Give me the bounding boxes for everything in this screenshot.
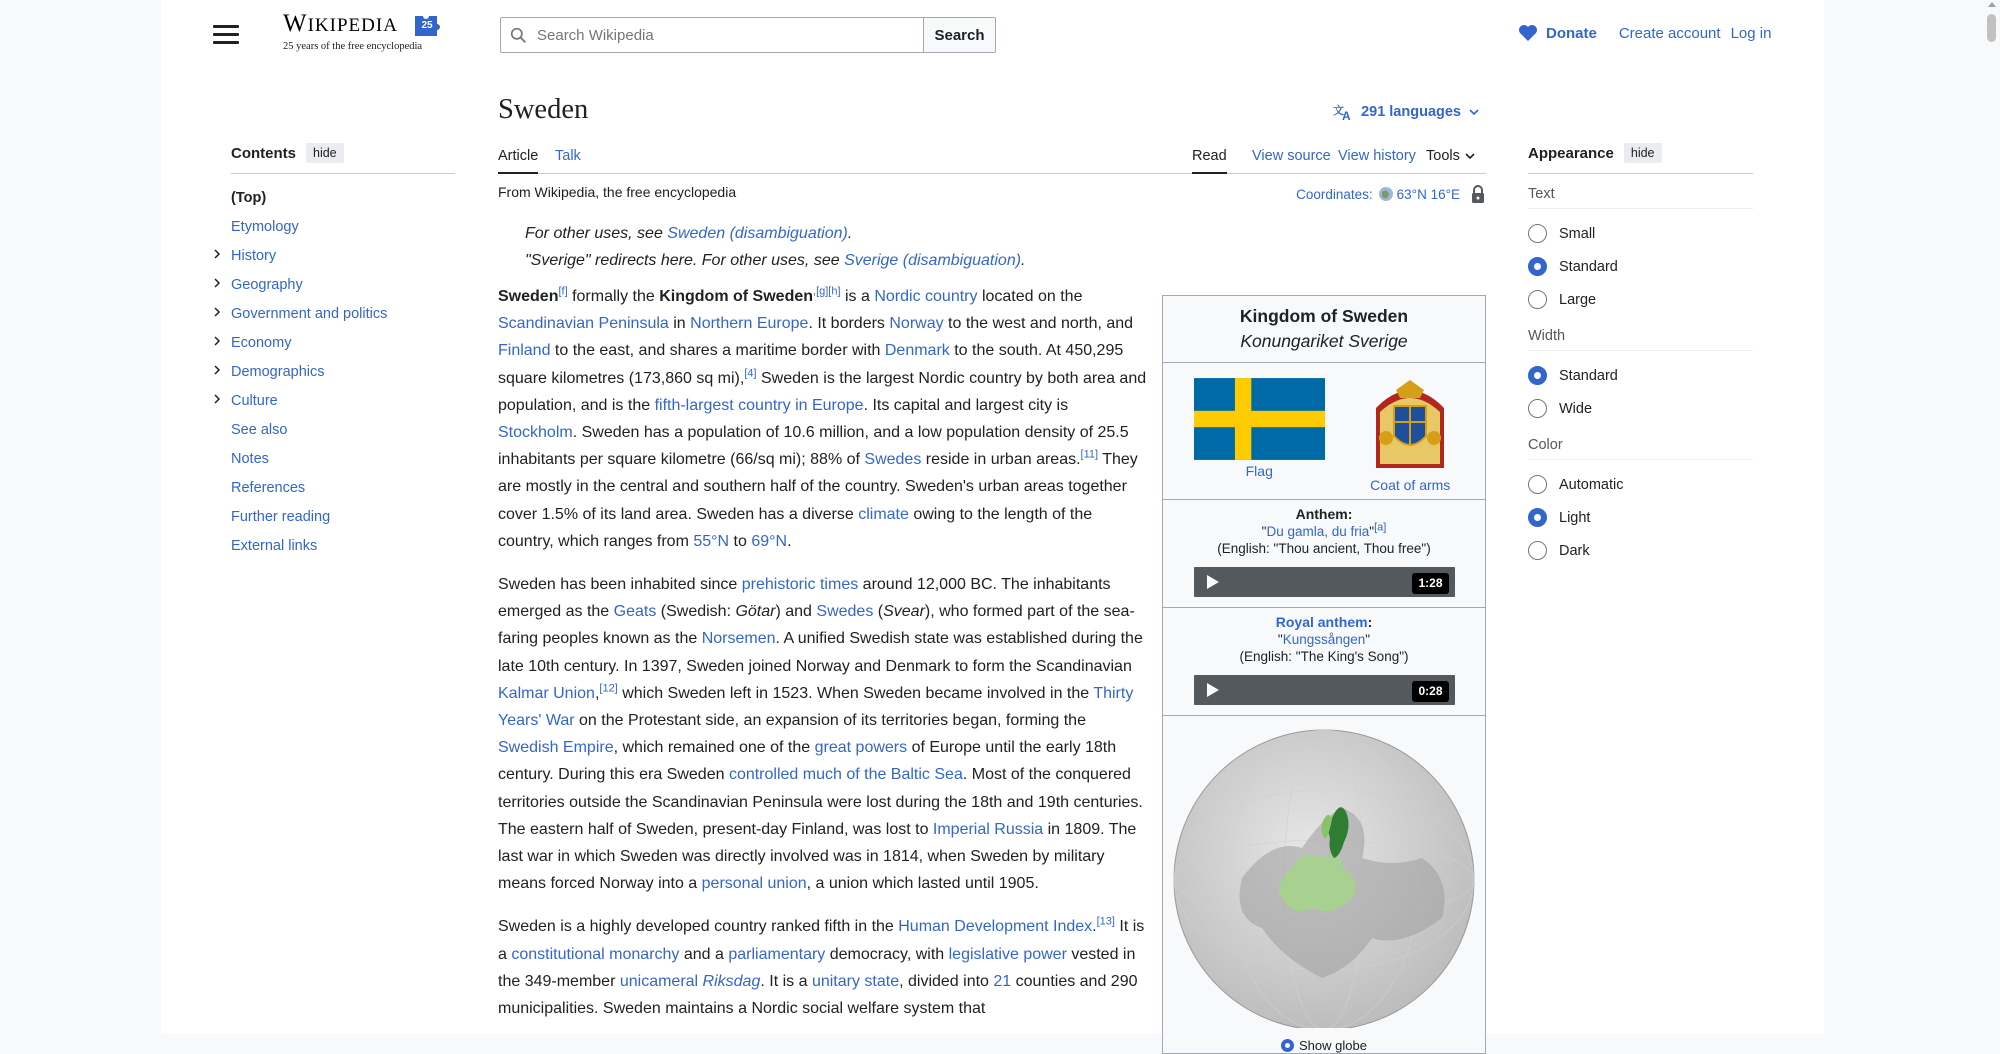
languages-button[interactable] (1333, 103, 1486, 121)
toc-item[interactable] (231, 242, 455, 271)
royal-anthem-link[interactable]: Royal anthem (1275, 614, 1368, 630)
text-span: , a union which lasted until 1905. (806, 875, 1039, 893)
text-span: . (1092, 918, 1097, 936)
hatnote-disambiguation: For other uses, see Sweden (disambiguation). (525, 225, 853, 242)
anthem-label: Anthem: (1295, 506, 1353, 522)
chevron-right-icon[interactable] (213, 242, 221, 271)
toc-item-label: Government and politics (231, 306, 388, 322)
svg-text:文: 文 (1333, 105, 1345, 117)
royal-anthem-duration: 0:28 (1412, 681, 1448, 702)
toc-item[interactable] (231, 300, 455, 329)
article-link[interactable]: parliamentary (728, 945, 826, 963)
chevron-right-icon[interactable] (213, 329, 221, 358)
show-globe-toggle[interactable] (1163, 1038, 1485, 1053)
royal-anthem-label-row: Royal anthem: (1275, 614, 1373, 630)
article-link[interactable]: Scandinavian Peninsula (498, 315, 669, 333)
article-link[interactable]: Nordic country (874, 288, 978, 305)
sverige-disambiguation-link[interactable]: Sverige (disambiguation) (844, 252, 1022, 269)
text-span: , divided into (899, 972, 994, 990)
text-span: (Swedish: (656, 603, 736, 621)
chevron-right-icon[interactable] (213, 358, 221, 387)
text-span: to the west and north, and (943, 315, 1134, 333)
text-span: vested in the 349-member (498, 945, 1136, 990)
page-title: Sweden (498, 94, 589, 125)
donate-label: Donate (1546, 24, 1597, 42)
text-size-option[interactable] (1528, 250, 1753, 283)
article-link[interactable]: Swedes (864, 451, 922, 469)
text-size-section (1528, 186, 1753, 316)
user-links (1518, 24, 1781, 42)
reference-link[interactable]: [4] (744, 367, 757, 380)
show-globe-label: Show globe (1299, 1038, 1367, 1053)
toc-item[interactable] (231, 503, 455, 532)
hatnote-redirect: "Sverige" redirects here. For other uses, see Sverige (disambiguation). (525, 252, 1026, 269)
search-icon (510, 27, 527, 44)
appearance-hide-button[interactable]: hide (1624, 143, 1662, 163)
toc-item-label: Demographics (231, 364, 325, 380)
article-link[interactable]: Swedish Empire (498, 739, 614, 757)
text-span: ( (873, 603, 884, 621)
orthographic-globe-map[interactable] (1172, 728, 1476, 1028)
text-span: owing to the length of the country, which ranges from (498, 505, 1093, 550)
width-radio[interactable] (1528, 399, 1547, 418)
tab-article[interactable]: Article (498, 148, 538, 174)
toc-item[interactable] (231, 445, 455, 474)
article-paragraph (498, 283, 1148, 555)
text-span: is a (840, 288, 875, 305)
toc-header (231, 143, 455, 174)
toc-list (231, 184, 455, 561)
width-option[interactable] (1528, 392, 1753, 425)
article-link[interactable]: great powers (814, 739, 908, 757)
reference-link[interactable]: [11] (1080, 448, 1099, 461)
text-span: . Sweden has a population of 10.6 million, and a low population density of 25.5 inhabitants per square kilometre (66/sq mi); 88% of (498, 424, 1129, 469)
reference-link[interactable]: [f] (558, 285, 568, 298)
tagline-row (498, 174, 1486, 206)
color-option[interactable] (1528, 534, 1753, 567)
toc-item-label: References (231, 480, 306, 496)
text-span: ), who formed part of the sea-faring peoples known as the (498, 603, 1135, 648)
search-form (500, 17, 996, 53)
width-radio[interactable] (1528, 366, 1547, 385)
text-span: , which remained one of the (613, 739, 815, 757)
coordinates-link[interactable]: 63°N 16°E (1396, 186, 1460, 202)
log-in-link[interactable]: Log in (1730, 24, 1772, 42)
chevron-down-icon (1464, 152, 1476, 160)
text-span: around 12,000 BC. The inhabitants emerged as the (498, 576, 1111, 621)
width-options (1528, 359, 1753, 425)
search-button[interactable]: Search (923, 17, 996, 53)
text-size-option-label: Standard (1559, 258, 1618, 275)
text-span: to (729, 532, 752, 550)
site-tagline: From Wikipedia, the free encyclopedia (498, 184, 737, 200)
color-section (1528, 437, 1753, 567)
anthem-link[interactable]: Du gamla, du fria (1266, 524, 1370, 539)
chevron-down-icon (1468, 108, 1480, 116)
text-span: . It borders (808, 315, 890, 333)
toc-item-label: Geography (231, 277, 303, 293)
article-link[interactable]: Finland (498, 342, 551, 360)
toc-item-label: History (231, 248, 277, 264)
superscript (599, 683, 617, 695)
scrollbar[interactable] (1983, 0, 2000, 1034)
text-span: in 1809. The last war in which Sweden was directly involved was in 1814, when Sweden by military means forced Norway into a (498, 820, 1137, 893)
search-input[interactable] (535, 26, 915, 45)
toc-item-label: Further reading (231, 509, 331, 525)
article-link[interactable]: Geats (613, 603, 657, 621)
reference-link[interactable]: [12] (599, 682, 618, 695)
text-span: ) and (775, 603, 817, 621)
create-account-link[interactable]: Create account (1618, 24, 1721, 42)
text-span: located on the (977, 288, 1083, 305)
table-of-contents (231, 143, 455, 561)
article-link[interactable]: Kalmar Union (498, 684, 595, 702)
toc-item-label: Notes (231, 451, 269, 467)
toc-item[interactable] (231, 416, 455, 445)
color-radio[interactable] (1528, 508, 1547, 527)
reference-link[interactable]: ,[g][h] (813, 285, 841, 298)
coordinates (1296, 184, 1486, 204)
color-title: Color (1528, 437, 1753, 460)
superscript (558, 286, 567, 298)
page-tabs (498, 132, 1486, 174)
color-option-label: Dark (1559, 542, 1590, 559)
logo-tagline: 25 years of the free encyclopedia (283, 41, 423, 52)
article-link[interactable]: controlled much of the Baltic Sea (728, 766, 963, 784)
article-link[interactable]: prehistoric times (741, 576, 859, 594)
text-size-option-label: Small (1559, 225, 1596, 242)
text-span: Götar (735, 603, 776, 621)
color-option[interactable] (1528, 468, 1753, 501)
article-link[interactable]: Thirty Years' War (498, 684, 1134, 730)
text-size-title: Text (1528, 186, 1753, 209)
appearance-panel (1528, 143, 1753, 567)
flag-caption-link[interactable]: Flag (1245, 463, 1273, 479)
appearance-header (1528, 143, 1753, 174)
article-paragraph (498, 571, 1148, 897)
svg-text:A: A (1342, 109, 1351, 121)
text-span: . (787, 532, 792, 550)
flag-of-sweden[interactable] (1194, 378, 1325, 460)
toc-item-label: Etymology (231, 219, 299, 235)
text-size-radio[interactable] (1528, 290, 1547, 309)
text-size-radio[interactable] (1528, 257, 1547, 276)
article-link[interactable]: climate (858, 505, 909, 523)
text-span: of Europe until the early 18th century. During this era Sweden (498, 739, 1117, 784)
toc-item[interactable] (231, 532, 455, 561)
article-link[interactable]: Imperial Russia (932, 820, 1044, 838)
reference-link[interactable]: [13] (1096, 916, 1115, 929)
toc-item-label: Economy (231, 335, 292, 351)
tools-label: Tools (1426, 148, 1460, 164)
coat-of-arms-figure (1366, 378, 1454, 493)
scroll-thumb[interactable] (1987, 14, 1996, 42)
width-section (1528, 328, 1753, 425)
text-size-option[interactable] (1528, 217, 1753, 250)
width-title: Width (1528, 328, 1753, 351)
page (161, 0, 1824, 1053)
sweden-disambiguation-link[interactable]: Sweden (disambiguation) (667, 225, 848, 242)
appearance-title: Appearance (1528, 144, 1614, 162)
text-span: formally the (567, 288, 660, 305)
chevron-right-icon[interactable] (213, 387, 221, 416)
toc-item[interactable] (231, 358, 455, 387)
toc-item-label: (Top) (231, 190, 267, 206)
width-option-label: Wide (1559, 400, 1593, 417)
text-span: which Sweden left in 1523. When Sweden became involved in the (617, 684, 1094, 702)
logo-wordmark: WIKIPEDIA (283, 10, 398, 37)
tab-read[interactable]: Read (1192, 148, 1227, 174)
coat-of-arms-image[interactable] (1366, 378, 1454, 474)
tab-view-source[interactable]: View source (1252, 148, 1331, 164)
article-link[interactable]: constitutional monarchy (511, 945, 680, 963)
text-span: Svear (883, 603, 925, 621)
width-option-label: Standard (1559, 367, 1618, 384)
text-span: Sweden has been inhabited since (498, 576, 742, 594)
translate-icon (1333, 103, 1355, 121)
text-span: to the east, and shares a maritime border with (550, 342, 885, 360)
superscript (813, 286, 841, 298)
article-link[interactable]: 21 (993, 972, 1012, 990)
article-link[interactable]: unicameral (619, 972, 703, 990)
kungssangen-link[interactable]: Kungssången (1282, 632, 1366, 647)
article-paragraph (498, 913, 1148, 1022)
royal-anthem-section (1163, 608, 1485, 716)
text-size-option[interactable] (1528, 283, 1753, 316)
search-box (500, 17, 923, 53)
main-menu-icon[interactable] (213, 22, 239, 46)
color-radio[interactable] (1528, 475, 1547, 494)
hatnote (498, 220, 1486, 274)
toc-item[interactable] (231, 474, 455, 503)
article-link[interactable]: Riksdag (702, 972, 761, 990)
toc-item[interactable] (231, 271, 455, 300)
main-content (498, 90, 1486, 1053)
infobox-title (1163, 296, 1485, 363)
article-link[interactable]: Norsemen (701, 630, 776, 648)
anthem-english: (English: "Thou ancient, Thou free") (1217, 541, 1431, 556)
languages-label: 291 languages (1361, 104, 1461, 120)
text-span: It is a (498, 918, 1145, 963)
tab-view-history[interactable]: View history (1338, 148, 1416, 164)
superscript (1081, 449, 1099, 461)
anthem-duration: 1:28 (1412, 573, 1448, 594)
article-link[interactable]: 69°N (751, 532, 788, 550)
flag-figure (1194, 378, 1325, 493)
article-link[interactable]: legislative power (948, 945, 1067, 963)
article-link[interactable]: Norway (889, 315, 944, 333)
anthem-section (1163, 500, 1485, 608)
article-link[interactable]: Stockholm (498, 424, 573, 442)
toc-item[interactable] (231, 387, 455, 416)
scroll-up-arrow-icon[interactable] (1988, 2, 1996, 7)
wikipedia-logo[interactable] (283, 10, 443, 56)
text-span: on the Protestant side, an expansion of its territories began, forming the (574, 712, 1086, 730)
color-options (1528, 468, 1753, 567)
toc-item-label: See also (231, 422, 288, 438)
infobox (1162, 295, 1486, 1054)
text-span: . It is a (760, 972, 812, 990)
text-span: Kingdom of Sweden (659, 288, 814, 305)
heart-icon (1518, 24, 1538, 42)
article-link[interactable]: personal union (701, 875, 807, 893)
royal-anthem-english: (English: "The King's Song") (1239, 649, 1409, 664)
play-icon[interactable] (1206, 574, 1220, 590)
text-span: reside in urban areas. (921, 451, 1081, 469)
superscript (744, 367, 756, 379)
text-size-radio[interactable] (1528, 224, 1547, 243)
toc-item-label: Culture (231, 393, 278, 409)
text-span: in (668, 315, 691, 333)
royal-anthem-title: "Kungssången" (1277, 632, 1371, 647)
text-span: . Most of the conquered territories outside the Scandinavian Peninsula were lost during the 18th and 19th centuries. The eastern half of Sweden, present-day Finland, was lost to (498, 766, 1143, 838)
text-span: Sweden is the largest Nordic country by both area and population, and is the (498, 369, 1147, 414)
width-option[interactable] (1528, 359, 1753, 392)
superscript (1097, 916, 1115, 928)
text-size-option-label: Large (1559, 291, 1597, 308)
globe-icon (1378, 186, 1394, 202)
text-span: Sweden is a highly developed country ranked fifth in the (498, 918, 899, 936)
anthem-audio-player[interactable] (1194, 567, 1455, 597)
text-span: They are mostly in the central and southern half of the country. Sweden's urban areas together cover 1.5% of its land area. Sweden has a diverse (498, 451, 1138, 523)
coat-of-arms-caption-link[interactable]: Coat of arms (1370, 477, 1451, 493)
article-link[interactable]: Swedes (816, 603, 874, 621)
chevron-right-icon[interactable] (213, 300, 221, 329)
play-icon[interactable] (1206, 682, 1220, 698)
infobox-native-name: Konungariket Sverige (1240, 331, 1408, 351)
text-span: to the south. At 450,295 square kilometres (173,860 sq mi), (498, 342, 1124, 387)
chevron-right-icon[interactable] (213, 271, 221, 300)
article-link[interactable]: fifth-largest country in Europe (654, 396, 864, 414)
text-span: . Its capital and largest city is (863, 396, 1069, 414)
toc-item[interactable] (231, 329, 455, 358)
location-map (1163, 716, 1485, 1036)
anthem-ref[interactable]: [a] (1374, 521, 1387, 534)
text-size-options (1528, 217, 1753, 316)
royal-anthem-audio-player[interactable] (1194, 675, 1455, 705)
anthem-title: "Du gamla, du fria"[a] (1261, 521, 1387, 539)
article-link[interactable]: Denmark (884, 342, 950, 360)
toc-title: Contents (231, 144, 296, 162)
text-span: , (594, 684, 600, 702)
svg-text:25: 25 (421, 20, 433, 31)
color-radio[interactable] (1528, 541, 1547, 560)
puzzle-globe-icon (411, 12, 443, 38)
infobox-images (1163, 363, 1485, 500)
text-span: democracy, with (825, 945, 949, 963)
text-span: Sweden (498, 288, 559, 305)
show-globe-radio[interactable] (1281, 1039, 1294, 1052)
coordinates-label: Coordinates: (1296, 186, 1373, 202)
tools-menu[interactable] (1426, 148, 1476, 172)
text-span: counties and 290 municipalities. Sweden maintains a Nordic social welfare system that (498, 972, 1138, 1018)
color-option[interactable] (1528, 501, 1753, 534)
color-option-label: Automatic (1559, 476, 1624, 493)
toc-hide-button[interactable]: hide (306, 143, 344, 163)
toc-item-label: External links (231, 538, 318, 554)
toc-item[interactable] (231, 213, 455, 242)
text-span: . A unified Swedish state was established during the late 10th century. In 1397, Sweden joined Norway and Denmark to form the Scandinavian (498, 630, 1143, 675)
toc-item[interactable] (231, 184, 455, 213)
article-link[interactable]: unitary state (811, 972, 900, 990)
donate-link[interactable] (1518, 24, 1597, 42)
tab-talk[interactable]: Talk (555, 148, 581, 164)
lock-icon[interactable] (1470, 184, 1486, 204)
article-link[interactable]: 55°N (693, 532, 730, 550)
color-option-label: Light (1559, 509, 1591, 526)
article-link[interactable]: Human Development Index (898, 918, 1093, 936)
article-link[interactable]: Northern Europe (690, 315, 809, 333)
infobox-name: Kingdom of Sweden (1239, 306, 1409, 326)
text-span: and a (679, 945, 729, 963)
title-row (498, 90, 1486, 132)
